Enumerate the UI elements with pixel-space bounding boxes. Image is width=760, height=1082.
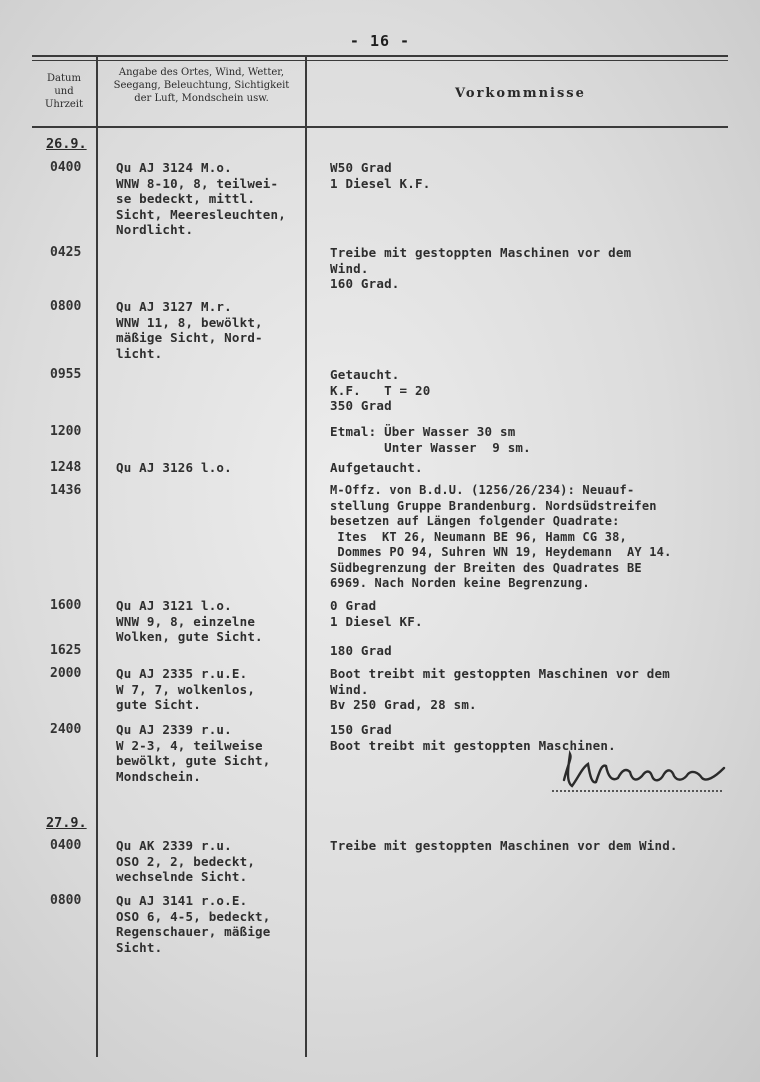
column-divider-1 (96, 57, 98, 1057)
date-heading: 27.9. (46, 815, 87, 831)
entry-events: Aufgetaucht. (330, 460, 423, 475)
entry-time: 2000 (50, 666, 82, 681)
entry-time: 0800 (50, 893, 82, 908)
entry-location: Qu AJ 3126 l.o. (116, 460, 232, 475)
entry-time: 2400 (50, 722, 82, 737)
entry-time: 1200 (50, 424, 82, 439)
entry-time: 1436 (50, 483, 82, 498)
entry-time: 0400 (50, 838, 82, 853)
entry-events: W50 Grad 1 Diesel K.F. (330, 160, 431, 191)
entry-location: Qu AK 2339 r.u. OSO 2, 2, bedeckt, wechselnde Sicht. (116, 838, 256, 884)
entry-events: Treibe mit gestoppten Maschinen vor dem Wind. (330, 838, 678, 853)
column-divider-2 (305, 57, 307, 1057)
header-events: Vorkommnisse (455, 86, 586, 101)
entry-events: Treibe mit gestoppten Maschinen vor dem Wind. 160 Grad. (330, 245, 632, 291)
entry-location: Qu AJ 2339 r.u. W 2-3, 4, teilweise bewölkt, gute Sicht, Mondschein. (116, 722, 271, 784)
date-heading: 26.9. (46, 136, 87, 152)
page-number: - 16 - (349, 32, 411, 50)
entry-events: M-Offz. von B.d.U. (1256/26/234): Neuauf- stellung Gruppe Brandenburg. Nordsüdstreifen besetzen auf Längen folgender Quadrate: Ites KT 26, Neumann BE 96, Hamm CG 38, Dommes PO 94, Suhren WN 19, Heydemann AY 14. Südbegrenzung der Breiten des Quadrates BE 6969. Nach Norden keine Begrenzung. (330, 483, 672, 590)
entry-time: 0955 (50, 367, 82, 382)
signature-dotted-line (552, 790, 722, 792)
header-date-time: Datum und Uhrzeit (44, 73, 84, 110)
entry-time: 1625 (50, 643, 82, 658)
entry-time: 0425 (50, 245, 82, 260)
entry-events: Boot treibt mit gestoppten Maschinen vor dem Wind. Bv 250 Grad, 28 sm. (330, 666, 670, 712)
entry-time: 1248 (50, 460, 82, 475)
header-location-weather: Angabe des Ortes, Wind, Wetter, Seegang, Beleuchtung, Sichtigkeit der Luft, Mondschein usw. (113, 67, 290, 104)
top-rule (32, 55, 728, 57)
entry-time: 1600 (50, 598, 82, 613)
entry-time: 0400 (50, 160, 82, 175)
entry-events: Getaucht. K.F. T = 20 350 Grad (330, 367, 431, 413)
entry-time: 0800 (50, 299, 82, 314)
entry-events: 150 Grad Boot treibt mit gestoppten Maschinen. (330, 722, 616, 753)
top-rule-thin (32, 60, 728, 61)
entry-location: Qu AJ 3124 M.o. WNW 8-10, 8, teilwei- se bedeckt, mittl. Sicht, Meeresleuchten, Nordlicht. (116, 160, 286, 237)
header-rule (32, 126, 728, 128)
handwritten-signature (548, 742, 738, 802)
entry-location: Qu AJ 2335 r.u.E. W 7, 7, wolkenlos, gute Sicht. (116, 666, 256, 712)
entry-events: 0 Grad 1 Diesel KF. (330, 598, 423, 629)
entry-location: Qu AJ 3127 M.r. WNW 11, 8, bewölkt, mäßige Sicht, Nord- licht. (116, 299, 263, 361)
entry-events: Etmal: Über Wasser 30 sm Unter Wasser 9 sm. (330, 424, 531, 455)
entry-events: 180 Grad (330, 643, 392, 658)
entry-location: Qu AJ 3121 l.o. WNW 9, 8, einzelne Wolken, gute Sicht. (116, 598, 263, 644)
entry-location: Qu AJ 3141 r.o.E. OSO 6, 4-5, bedeckt, Regenschauer, mäßige Sicht. (116, 893, 271, 955)
